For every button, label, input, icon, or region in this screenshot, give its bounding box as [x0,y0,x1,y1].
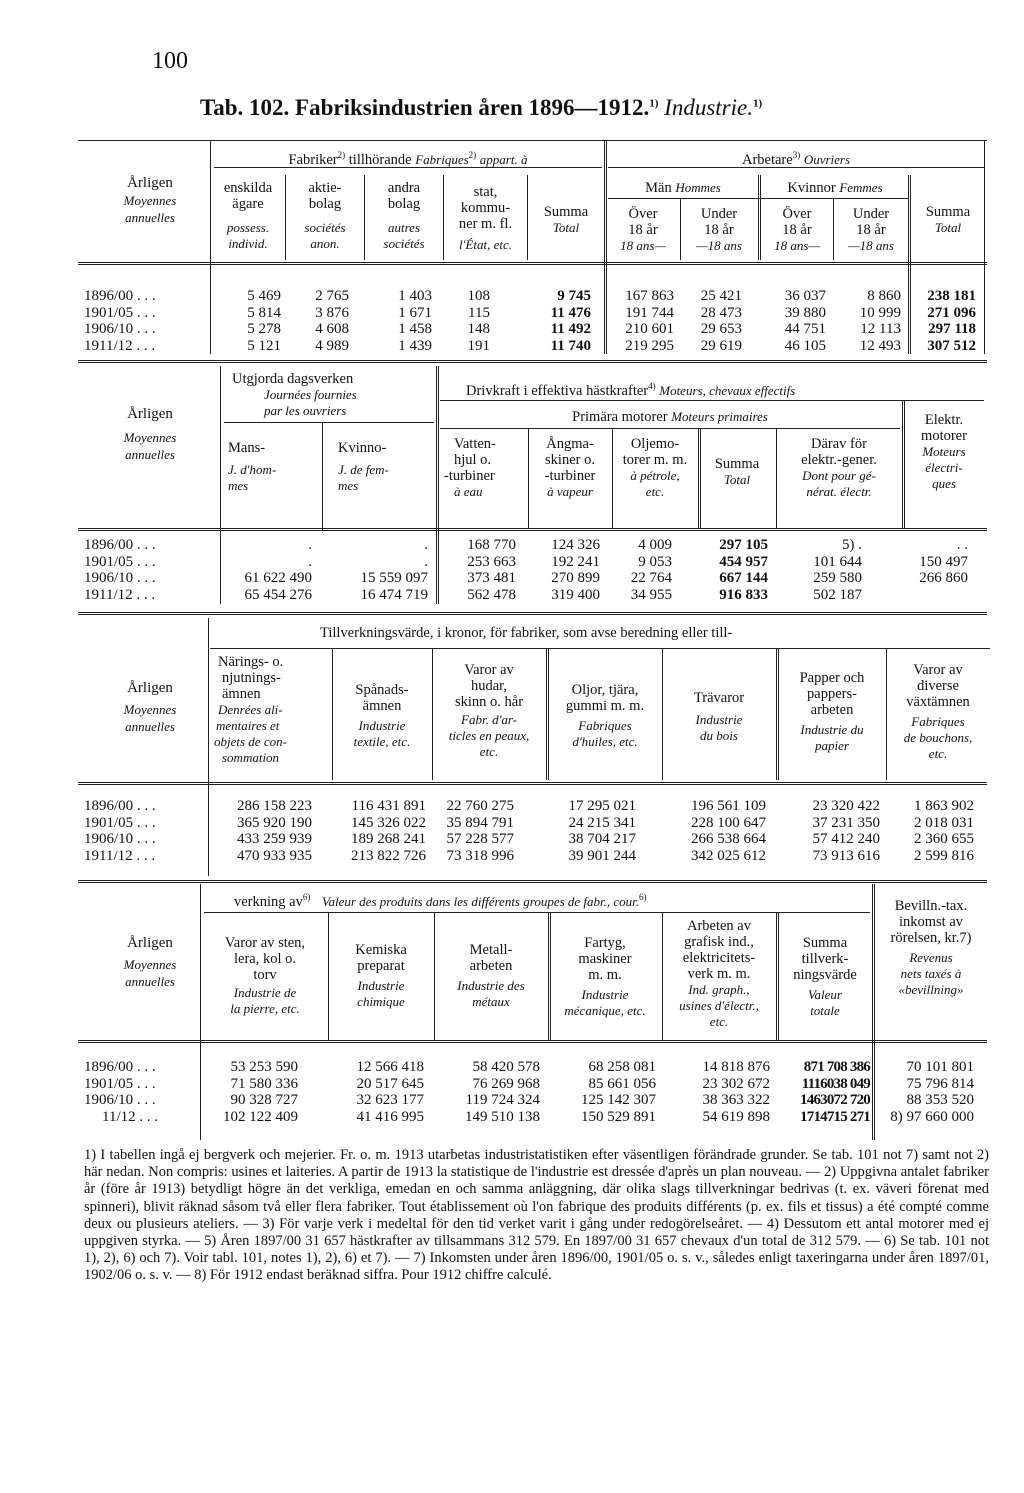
head-angma: Ångma- skiner o. -turbiner à vapeur [544,436,596,499]
col-bevillning: 70 101 801 75 796 814 88 353 520 8) 97 660 000 [890,1059,974,1125]
head-hudar: Varor av hudar, skinn o. hår Fabr. d'ar- ticles en peaux, etc. [448,662,530,759]
years-section2: 1896/00 . . . 1901/05 . . . 1906/10 . . . 1911/12 . . . [84,537,156,603]
head-travaror: Trävaror Industrie du bois [693,690,745,743]
head-kvinno: Kvinno- J. de fem- mes [338,440,389,493]
col-mans: . . 61 622 490 65 454 276 [244,537,312,603]
table-title: Tab. 102. Fabriksindustrien åren 1896—1912.$^{1)}$ Industrie.$^{1)}$ [200,95,763,120]
row-label: Årligen Moyennes annuelles [123,935,177,989]
head-kemiska: Kemiska preparat Industrie chimique [355,942,407,1009]
col-naringsamnen: 286 158 223 365 920 190 433 259 939 470 933 935 [237,798,312,864]
col-kvinnor-under: 8 860 10 999 12 113 12 493 [859,288,901,354]
head-grafisk: Arbeten av grafisk ind., elektricitets- verk m. m. Ind. graph., usines d'électr., etc. [679,918,759,1029]
head-spanadsamnen: Spånads- ämnen Industrie textile, etc. [353,682,411,749]
col-vatten: 168 770 253 663 373 481 562 478 [467,537,516,603]
col-vaxtamnen: 1 863 902 2 018 031 2 360 655 2 599 816 [914,798,974,864]
head-man-over: Över 18 år 18 ans— [620,206,666,253]
head-andra-bolag: andra bolag autres sociétés [383,180,425,251]
head-aktiebolag: aktie- bolag sociétés anon. [304,180,346,251]
head-oljor: Oljor, tjära, gummi m. m. Fabriques d'huiles, etc. [565,682,645,749]
col-stat: 108 115 148 191 [467,288,490,354]
row-label: Årligen Moyennes annuelles [123,680,177,734]
head-papper: Papper och pappers- arbeten Industrie du papier [799,670,865,753]
col-oljor: 17 295 021 24 215 341 38 704 217 39 901 244 [568,798,636,864]
head-arbetare-summa: Summa Total [925,204,971,235]
head-man-under: Under 18 år —18 ans [696,206,742,253]
col-summa-fabriker: 9 745 11 476 11 492 11 740 [550,288,591,354]
head-primara: Primära motorer Moteurs primaires [572,409,768,425]
col-darav: 5) . 101 644 259 580 502 187 [813,537,862,603]
head-sten: Varor av sten, lera, kol o. torv Industrie de la pierre, etc. [224,935,306,1016]
page-number: 100 [152,48,188,74]
head-elektr-motorer: Elektr. motorer Moteurs électri- ques [921,412,967,491]
head-metallarbeten: Metall- arbeten Industrie des métaux [457,942,525,1009]
head-drivkraft: Drivkraft i effektiva hästkrafter$^{4)}$ Moteurs, chevaux effectifs [466,381,796,399]
col-aktiebolag: 2 765 3 876 4 608 4 989 [315,288,349,354]
head-summa-motorer: Summa Total [714,456,760,487]
head-kvinnor-over: Över 18 år 18 ans— [774,206,820,253]
col-travaror: 196 561 109 228 100 647 266 538 664 342 025 612 [691,798,766,864]
col-grafisk: 14 818 876 23 302 672 38 363 322 54 619 898 [702,1059,770,1125]
col-kvinno: . . 15 559 097 16 474 719 [360,537,428,603]
head-kvinnor-under: Under 18 år —18 ans [848,206,894,253]
col-man-over: 167 863 191 744 210 601 219 295 [625,288,674,354]
col-kvinnor-over: 36 037 39 880 44 751 46 105 [784,288,826,354]
head-man: Män Hommes [645,180,721,196]
head-darav: Därav för elektr.-gener. Dont pour gé- nérat. électr. [801,436,877,499]
col-hudar: 22 760 275 35 894 791 57 228 577 73 318 996 [446,798,514,864]
head-kvinnor: Kvinnor Femmes [787,180,883,196]
group-fabriker: Fabriker$^{2)}$ tillhörande Fabriques$^{2)}$ appart. à [288,150,528,168]
group-arbetare: Arbetare$^{3)}$ Ouvriers [741,150,851,168]
col-arbetare-summa: 238 181 271 096 297 118 307 512 [927,288,976,354]
head-summa-tillverkning: Summa tillverk- ningsvärde Valeur totale [793,935,857,1018]
col-spanadsamnen: 116 431 891 145 326 022 189 268 241 213 822 726 [351,798,426,864]
head-mans: Mans- J. d'hom- mes [228,440,277,493]
years-section1: 1896/00 . . . 1901/05 . . . 1906/10 . . . 1911/12 . . . [84,288,156,354]
group-tillverkning: Tillverkningsvärde, i kronor, för fabriker, som avse beredning eller till- [320,625,733,641]
group-tillverkning-2: verkning $av^{6)}$ Valeur des produits dans les différents groupes de fabr., cour.$^{6)}$ [234,892,647,910]
head-naringsamnen: Närings- o. njutnings- ämnen Denrées ali- mentaires et objets de con- sommation [214,654,287,765]
row-label: Årligen Moyennes annuelles [123,175,177,225]
years-section3: 1896/00 . . . 1901/05 . . . 1906/10 . . . 1911/12 . . . [84,798,156,864]
col-metallarbeten: 58 420 578 76 269 968 119 724 324 149 510 138 [465,1059,540,1125]
head-vatten: Vatten- hjul o. -turbiner à eau [444,436,496,499]
col-sten: 53 253 590 71 580 336 90 328 727 102 122 409 [223,1059,298,1125]
col-andra-bolag: 1 403 1 671 1 458 1 439 [398,288,432,354]
col-fartyg: 68 258 081 85 661 056 125 142 307 150 529 891 [581,1059,656,1125]
row-label: Årligen Moyennes annuelles [123,406,177,462]
col-summa-motorer: 297 105 454 957 667 144 916 833 [719,537,768,603]
head-summa: Summa Total [543,204,589,235]
col-man-under: 25 421 28 473 29 653 29 619 [700,288,742,354]
col-oljemo: 4 009 9 053 22 764 34 955 [630,537,672,603]
head-oljemo: Oljemo- torer m. m. à pétrole, etc. [622,436,688,499]
col-kemiska: 12 566 418 20 517 645 32 623 177 41 416 995 [356,1059,424,1125]
head-dagsverken: Utgjorda dagsverken Journées fournies par les ouvriers [232,371,357,418]
head-enskilda: enskilda ägare possess. individ. [223,180,273,251]
col-summa-tillverkning: 871 708 386 1116038 049 1463072 720 1714715 271 [800,1059,870,1125]
head-bevillning: Bevilln.-tax. inkomst av rörelsen, kr.7) Revenus nets taxés à «bevillning» [890,898,972,997]
head-fartyg: Fartyg, maskiner m. m. Industrie mécanique, etc. [564,935,646,1018]
col-enskilda: 5 469 5 814 5 278 5 121 [247,288,281,354]
col-angma: 124 326 192 241 270 899 319 400 [551,537,600,603]
head-stat: stat, kommu- ner m. fl. l'État, etc. [458,184,513,252]
years-section4: 1896/00 . . . 1901/05 . . . 1906/10 . . . 11/12 . . . [84,1059,159,1125]
footnotes: 1) I tabellen ingå ej bergverk och mejerier. Fr. o. m. 1913 utarbetas industristatistiken efter väsentligen förändrade grunder. Se tab. 101 not 7) samt not 2) här nedan. Non compris: usines et laiteries. A partir de 1913 la statistique de l'industrie est dressée d'après un plan nouveau. — 2) Uppgivna antalet fabriker år (före år 1913) betydligt högre än det verkliga, emedan en och samma anläggning, där olika slags tillverkningar bedrivas (t. ex. väveri förenat med spinneri), blivit räknad såsom två eller flera fabriker. Tout établissement où l'on fabrique des produits différents (p. ex. fils et tissus) a été compté comme deux ou plusieurs ateliers. — 3) För varje verk i medeltal för den tid verket varit i gång under redogörelseåret. — 4) Dessutom ett antal motorer med ej uppgiven styrka. — 5) Åren 1897/00 31 657 hästkrafter av tillsammans 312 579. En 1897/00 31 657 chevaux d'un total de 312 579. — 6) Se tab. 101 not 1), 2), 6) och 7). Voir tabl. 101, notes 1), 2), 6) et 7). — 7) Inkomsten under åren 1896/00, 1901/05 o. s. v., således enligt taxeringarna under åren 1897/01, 1902/06 o. s. v. — 8) För 1912 endast beräknad siffra. Pour 1912 chiffre calculé. [84,1147,989,1284]
col-papper: 23 320 422 37 231 350 57 412 240 73 913 616 [812,798,880,864]
head-vaxtamnen: Varor av diverse växtämnen Fabriques de bouchons, etc. [903,662,973,761]
col-elektr: . . 150 497 266 860 [919,537,968,586]
